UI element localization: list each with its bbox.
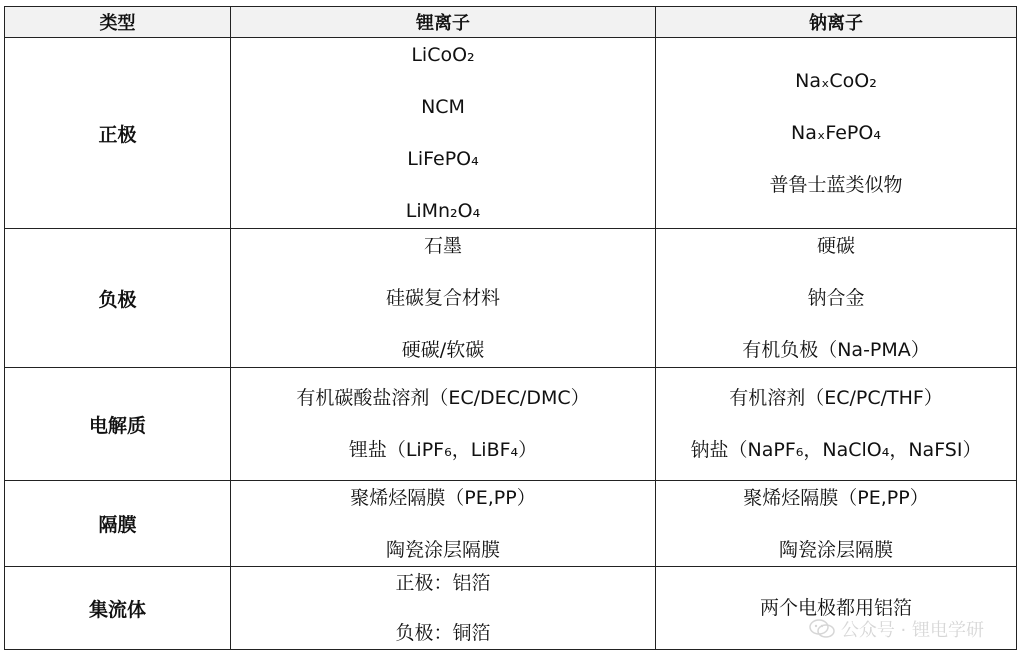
list-item: 钠盐（NaPF₆，NaClO₄，NaFSI） xyxy=(690,439,982,461)
list-item: 硬碳/软碳 xyxy=(401,339,485,361)
row-type-current-collector: 集流体 xyxy=(5,567,231,650)
na-anode-cell xyxy=(656,229,1017,368)
row-type-cathode: 正极 xyxy=(5,38,231,229)
header-row xyxy=(5,7,1017,38)
li-collector-cell xyxy=(231,567,656,650)
list-item: NaₓFePO₄ xyxy=(791,122,881,144)
table-row xyxy=(5,229,1017,368)
list-item: 聚烯烃隔膜（PE,PP） xyxy=(350,486,536,509)
header-sodium: 钠离子 xyxy=(656,7,1017,38)
wechat-icon xyxy=(809,619,835,639)
list-item: 普鲁士蓝类似物 xyxy=(769,174,903,196)
list-item: 硅碳复合材料 xyxy=(385,287,500,309)
na-cathode-cell xyxy=(656,38,1017,229)
list-item: 两个电极都用铝箔 xyxy=(759,597,912,619)
na-electrolyte-cell xyxy=(656,368,1017,481)
watermark xyxy=(809,616,984,642)
table-row xyxy=(5,481,1017,567)
li-anode-cell xyxy=(231,229,656,368)
list-item: 有机溶剂（EC/PC/THF） xyxy=(729,387,943,409)
list-item: LiMn₂O₄ xyxy=(405,200,481,222)
list-item: NaₓCoO₂ xyxy=(795,70,877,92)
watermark-text: 公众号 · 锂电学研 xyxy=(840,620,984,641)
list-item: LiCoO₂ xyxy=(411,44,475,66)
list-item: 陶瓷涂层隔膜 xyxy=(778,538,893,561)
li-cathode-cell xyxy=(231,38,656,229)
comparison-table xyxy=(4,6,1017,650)
na-separator-cell xyxy=(656,481,1017,567)
table-row xyxy=(5,38,1017,229)
li-electrolyte-cell xyxy=(231,368,656,481)
list-item: 负极：铜箔 xyxy=(395,622,491,644)
list-item: 有机负极（Na-PMA） xyxy=(742,339,930,361)
table-row xyxy=(5,368,1017,481)
list-item: LiFePO₄ xyxy=(407,148,479,170)
row-type-anode: 负极 xyxy=(5,229,231,368)
list-item: 聚烯烃隔膜（PE,PP） xyxy=(743,486,929,509)
list-item: NCM xyxy=(421,96,465,118)
list-item: 硬碳 xyxy=(816,235,855,257)
list-item: 石墨 xyxy=(423,235,462,257)
li-separator-cell xyxy=(231,481,656,567)
list-item: 陶瓷涂层隔膜 xyxy=(385,538,500,561)
list-item: 有机碳酸盐溶剂（EC/DEC/DMC） xyxy=(296,387,590,409)
list-item: 钠合金 xyxy=(807,287,865,309)
row-type-separator: 隔膜 xyxy=(5,481,231,567)
list-item: 锂盐（LiPF₆，LiBF₄） xyxy=(348,439,538,461)
header-lithium: 锂离子 xyxy=(231,7,656,38)
header-type: 类型 xyxy=(5,7,231,38)
row-type-electrolyte: 电解质 xyxy=(5,368,231,481)
list-item: 正极：铝箔 xyxy=(395,572,491,594)
